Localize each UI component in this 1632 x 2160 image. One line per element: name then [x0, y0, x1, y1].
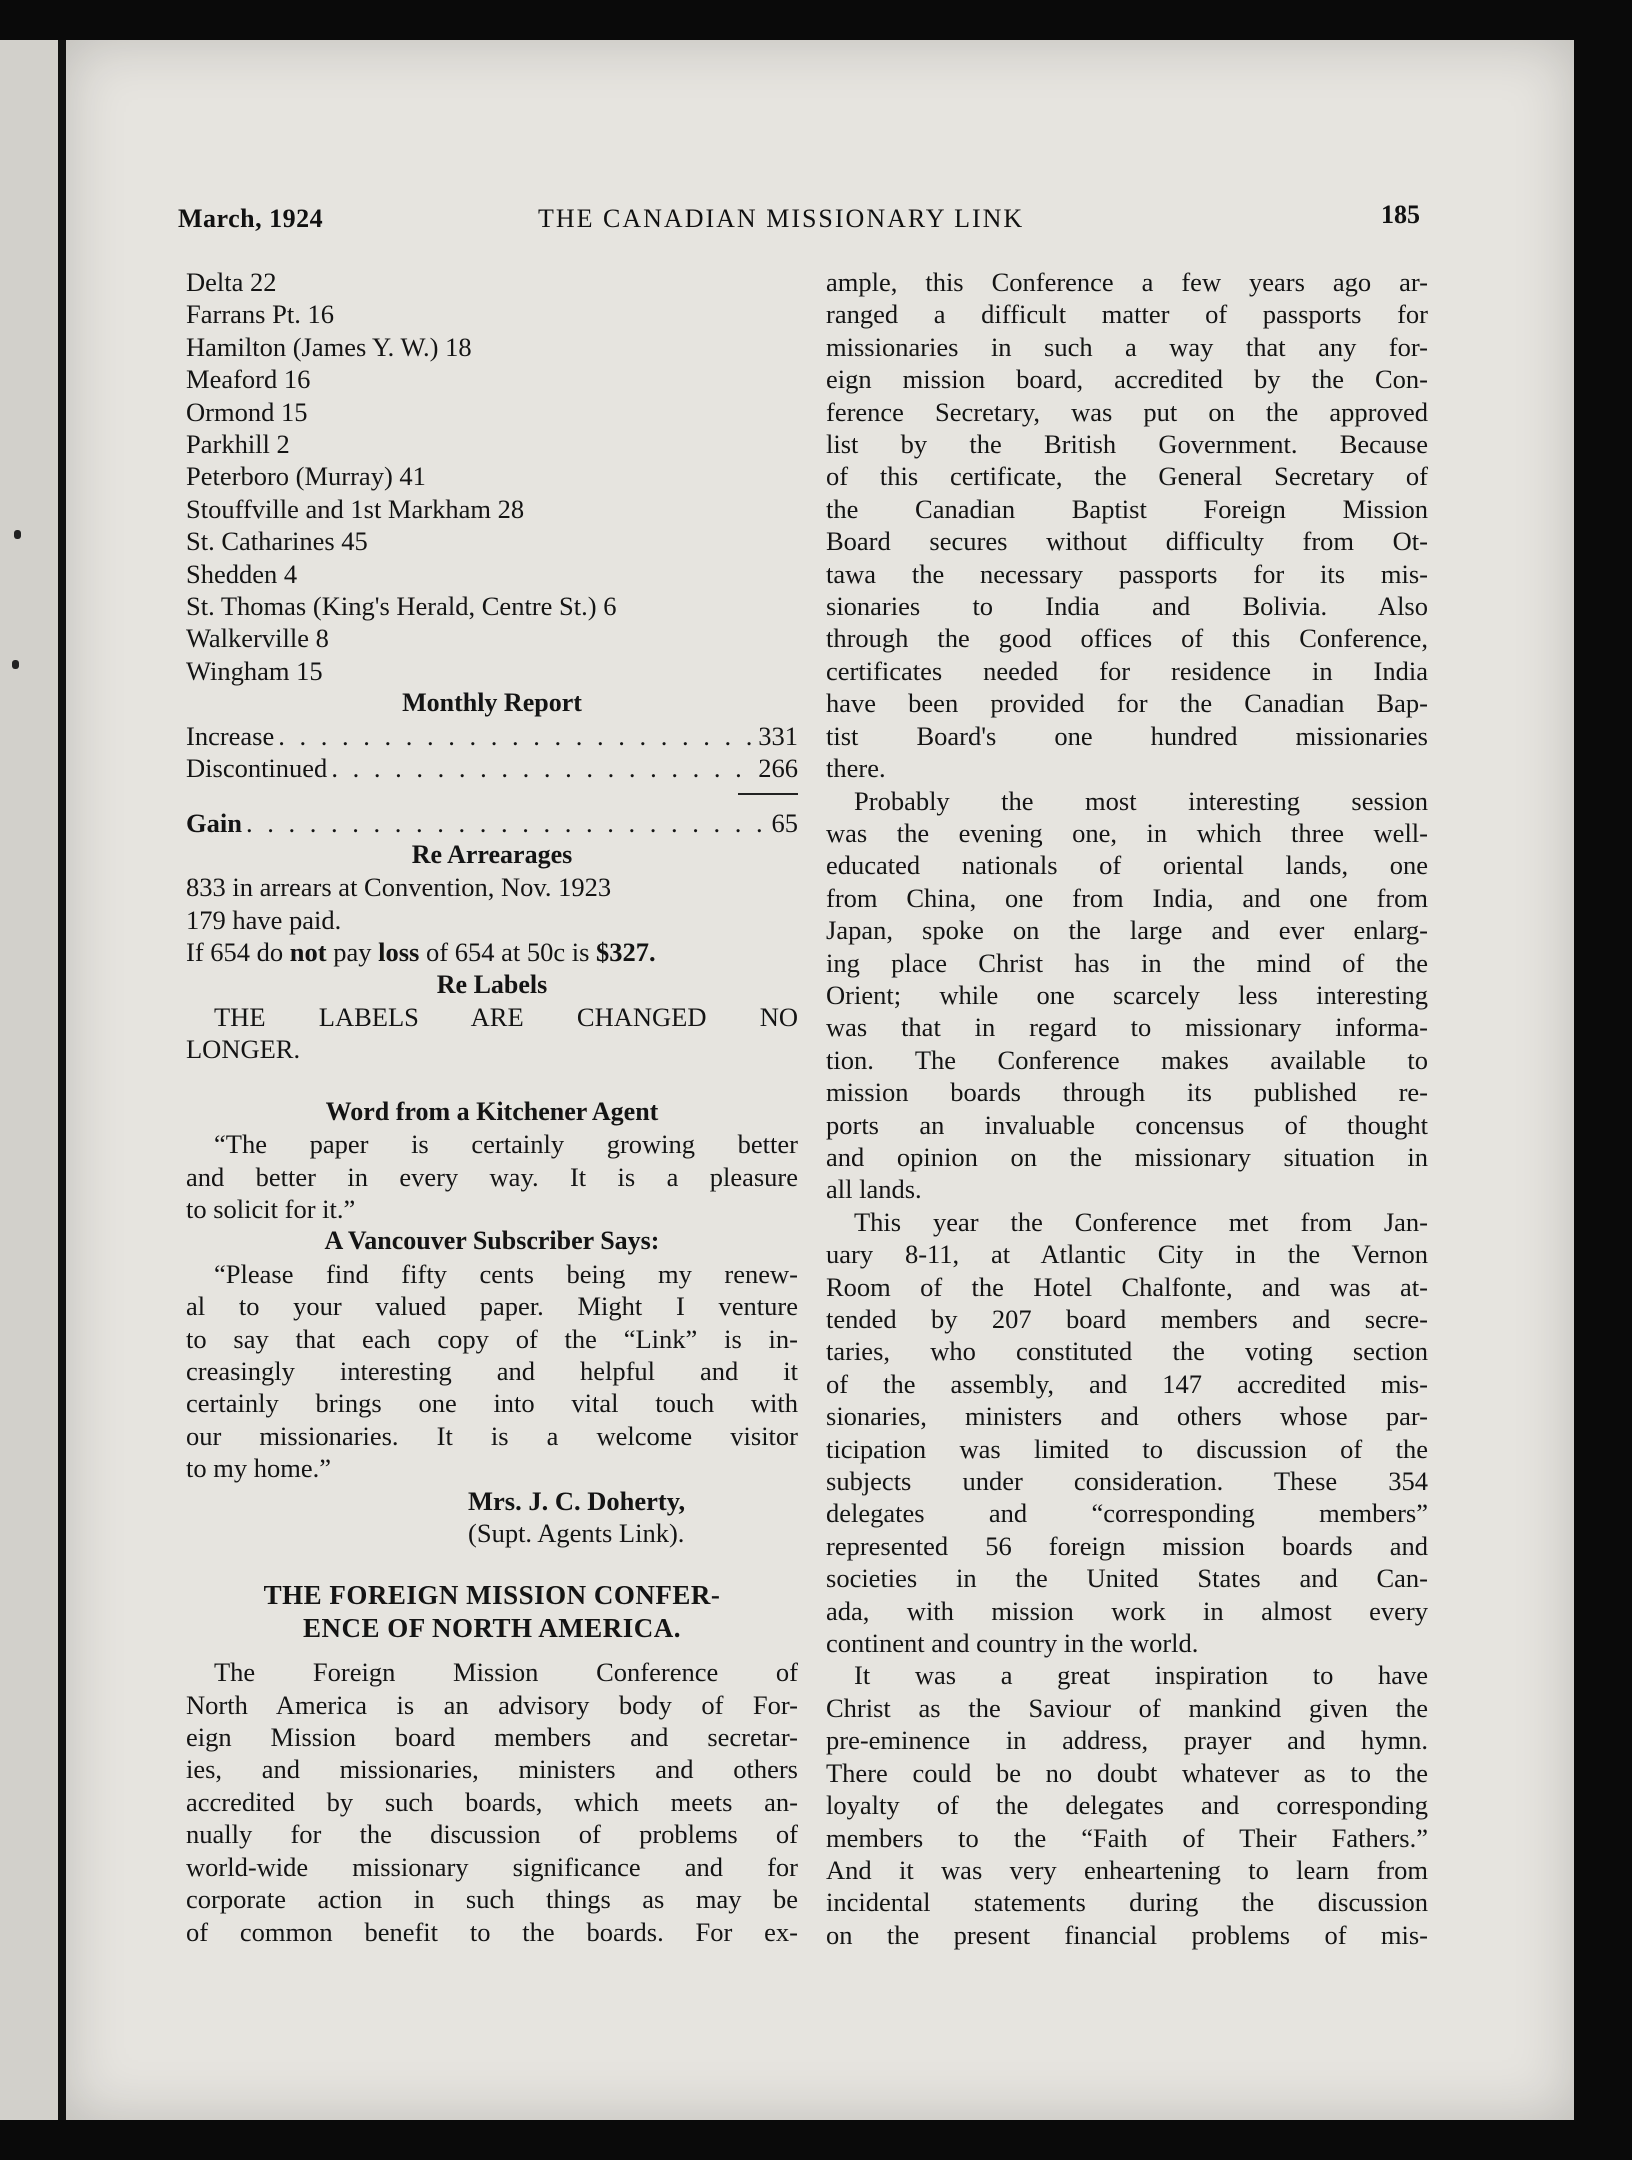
quote-line: certainly brings one into vital touch with — [186, 1388, 798, 1419]
vancouver-heading: A Vancouver Subscriber Says: — [324, 1226, 660, 1256]
dot-leader — [278, 720, 754, 752]
list-item: Wingham 15 — [186, 655, 323, 686]
article-line: Orient; while one scarcely less interesting — [826, 979, 1428, 1010]
text-run: $327. — [596, 937, 656, 968]
text-run: loss — [378, 937, 420, 968]
list-item: Walkerville 8 — [186, 623, 329, 654]
report-label: Increase — [186, 720, 275, 751]
article-line: ample, this Conference a few years ago ar- — [826, 267, 1428, 297]
article-line: and opinion on the missionary situation in — [826, 1141, 1428, 1172]
article-line: subjects under consideration. These 354 — [826, 1466, 1428, 1497]
article-line: loyalty of the delegates and corresponding — [826, 1790, 1428, 1821]
text-run: not — [289, 937, 327, 968]
article-line: world-wide missionary significance and for — [186, 1851, 798, 1882]
article-line: Board secures without difficulty from Ot- — [826, 526, 1428, 557]
list-item: St. Thomas (King's Herald, Centre St.) 6 — [186, 591, 617, 622]
signature-role: (Supt. Agents Link). — [468, 1518, 685, 1549]
report-value: 331 — [758, 720, 798, 751]
article-line: delegates and “corresponding members” — [826, 1498, 1428, 1529]
list-item: Shedden 4 — [186, 558, 298, 589]
list-item: Peterboro (Murray) 41 — [186, 461, 426, 492]
article-line: of the assembly, and 147 accredited mis- — [826, 1368, 1428, 1399]
article-line: There could be no doubt whatever as to the — [826, 1757, 1428, 1788]
article-line: sionaries, ministers and others whose par- — [826, 1401, 1428, 1432]
previous-page-edge — [0, 40, 58, 2120]
arrearages-line: 833 in arrears at Convention, Nov. 1923 — [186, 872, 612, 903]
monthly-report-heading: Monthly Report — [402, 688, 582, 718]
arrearages-line: 179 have paid. — [186, 904, 342, 935]
article-line: represented 56 foreign mission boards and — [826, 1530, 1428, 1561]
list-item: St. Catharines 45 — [186, 526, 368, 557]
report-row-increase — [186, 720, 798, 752]
dot-leader — [246, 807, 768, 839]
article-line: The Foreign Mission Conference of — [214, 1657, 798, 1688]
report-row-discontinued — [186, 752, 798, 784]
article-line: all lands. — [826, 1174, 922, 1205]
article-line: tist Board's one hundred missionaries — [826, 720, 1428, 751]
report-value: 266 — [758, 753, 798, 784]
text-run: pay — [326, 937, 379, 968]
report-label: Gain — [186, 807, 242, 838]
article-line: Japan, spoke on the large and ever enlarg- — [826, 915, 1428, 946]
article-line: eign mission board, accredited by the Con- — [826, 364, 1428, 395]
article-line: pre-eminence in address, prayer and hymn. — [826, 1725, 1428, 1756]
article-line: societies in the United States and Can- — [826, 1563, 1428, 1594]
article-line: ference Secretary, was put on the approved — [826, 396, 1428, 427]
article-line: on the present financial problems of mis- — [826, 1919, 1428, 1950]
list-item: Parkhill 2 — [186, 429, 290, 460]
article-line: Probably the most interesting session — [854, 785, 1428, 816]
quote-line: our missionaries. It is a welcome visitor — [186, 1420, 798, 1451]
article-line: Room of the Hotel Chalfonte, and was at- — [826, 1271, 1428, 1302]
article-line: educated nationals of oriental lands, one — [826, 850, 1428, 881]
article-title: ENCE OF NORTH AMERICA. — [302, 1612, 682, 1643]
spacer — [186, 1549, 798, 1579]
article-line: sionaries to India and Bolivia. Also — [826, 591, 1428, 622]
article-line: tion. The Conference makes available to — [826, 1044, 1428, 1075]
article-line: ticipation was limited to discussion of the — [826, 1433, 1428, 1464]
margin-mark — [14, 530, 21, 539]
right-column — [826, 266, 1428, 1951]
report-row-gain — [186, 807, 798, 839]
article-line: list by the British Government. Because — [826, 429, 1428, 460]
quote-line: “Please find fifty cents being my renew- — [214, 1258, 798, 1289]
list-item: Delta 22 — [186, 267, 277, 297]
quote-line: to say that each copy of the “Link” is in- — [186, 1323, 798, 1354]
article-line: North America is an advisory body of For- — [186, 1689, 798, 1720]
quote-line: creasingly interesting and helpful and it — [186, 1356, 798, 1386]
article-line: nually for the discussion of problems of — [186, 1819, 798, 1850]
page-header — [178, 200, 1428, 240]
binding-shadow — [58, 40, 66, 2120]
signature-name: Mrs. J. C. Doherty, — [468, 1485, 686, 1516]
arrearages-heading: Re Arrearages — [411, 839, 573, 869]
article-line: corporate action in such things as may be — [186, 1884, 798, 1915]
labels-heading: Re Labels — [436, 969, 548, 999]
list-item: Meaford 16 — [186, 364, 311, 395]
article-line: have been provided for the Canadian Bap- — [826, 688, 1428, 719]
article-line: And it was very enheartening to learn from — [826, 1854, 1428, 1885]
article-line: tended by 207 board members and secre- — [826, 1304, 1428, 1334]
article-line: ies, and missionaries, ministers and others — [186, 1754, 798, 1785]
article-line: certificates needed for residence in India — [826, 655, 1428, 686]
list-item: Farrans Pt. 16 — [186, 299, 334, 330]
article-line: was the evening one, in which three well- — [826, 817, 1428, 848]
page-number: 185 — [1381, 200, 1420, 229]
article-line: missionaries in such a way that any for- — [826, 331, 1428, 362]
article-line: there. — [826, 753, 886, 784]
article-line: ports an invaluable concensus of thought — [826, 1109, 1428, 1140]
arrearages-line — [186, 936, 798, 968]
article-line: This year the Conference met from Jan- — [854, 1206, 1428, 1237]
quote-line: “The paper is certainly growing better — [214, 1129, 798, 1160]
report-value: 65 — [771, 807, 798, 838]
article-line: ada, with mission work in almost every — [826, 1595, 1428, 1626]
publication-title: THE CANADIAN MISSIONARY LINK — [538, 204, 1025, 233]
article-line: of common benefit to the boards. For ex- — [186, 1916, 798, 1947]
text-run: If 654 do — [186, 937, 290, 968]
list-item: Stouffville and 1st Markham 28 — [186, 493, 525, 524]
left-column — [186, 266, 798, 1948]
list-item: Ormond 15 — [186, 396, 308, 427]
list-item: Hamilton (James Y. W.) 18 — [186, 331, 472, 362]
margin-mark — [12, 660, 19, 669]
sum-rule — [738, 793, 798, 807]
article-line: the Canadian Baptist Foreign Mission — [826, 493, 1428, 524]
issue-date: March, 1924 — [178, 204, 324, 233]
article-line: ranged a difficult matter of passports for — [826, 299, 1428, 330]
article-line: of this certificate, the General Secretary of — [826, 461, 1428, 492]
quote-line: al to your valued paper. Might I venture — [186, 1291, 798, 1322]
article-line: eign Mission board members and secretar- — [186, 1722, 798, 1753]
article-line: continent and country in the world. — [826, 1628, 1199, 1659]
quote-line: and better in every way. It is a pleasure — [186, 1161, 798, 1192]
circle-list — [186, 266, 798, 687]
article-line: uary 8-11, at Atlantic City in the Vernon — [826, 1239, 1428, 1270]
article-line: accredited by such boards, which meets an- — [186, 1786, 798, 1817]
quote-line: to my home.” — [186, 1453, 331, 1484]
labels-line: THE LABELS ARE CHANGED NO — [214, 1001, 798, 1032]
labels-line: LONGER. — [186, 1034, 301, 1065]
report-label: Discontinued — [186, 753, 328, 784]
article-line: It was a great inspiration to have — [854, 1660, 1428, 1691]
article-line: ing place Christ has in the mind of the — [826, 947, 1428, 978]
article-line: from China, one from India, and one from — [826, 882, 1428, 913]
article-line: was that in regard to missionary informa- — [826, 1012, 1428, 1043]
article-line: taries, who constituted the voting section — [826, 1336, 1428, 1367]
quote-line: to solicit for it.” — [186, 1193, 356, 1224]
spacer — [186, 1644, 798, 1656]
dot-leader — [331, 752, 754, 784]
article-line: tawa the necessary passports for its mis- — [826, 558, 1428, 589]
spacer — [186, 1066, 798, 1096]
article-line: mission boards through its published re- — [826, 1077, 1428, 1108]
article-line: Christ as the Saviour of mankind given the — [826, 1692, 1428, 1723]
article-line: incidental statements during the discussion — [826, 1887, 1428, 1918]
text-run: of 654 at 50c is — [419, 937, 597, 968]
article-line: members to the “Faith of Their Fathers.” — [826, 1822, 1428, 1853]
article-title: THE FOREIGN MISSION CONFER- — [263, 1580, 721, 1611]
article-line: through the good offices of this Conference, — [826, 623, 1428, 654]
kitchener-heading: Word from a Kitchener Agent — [325, 1096, 659, 1126]
